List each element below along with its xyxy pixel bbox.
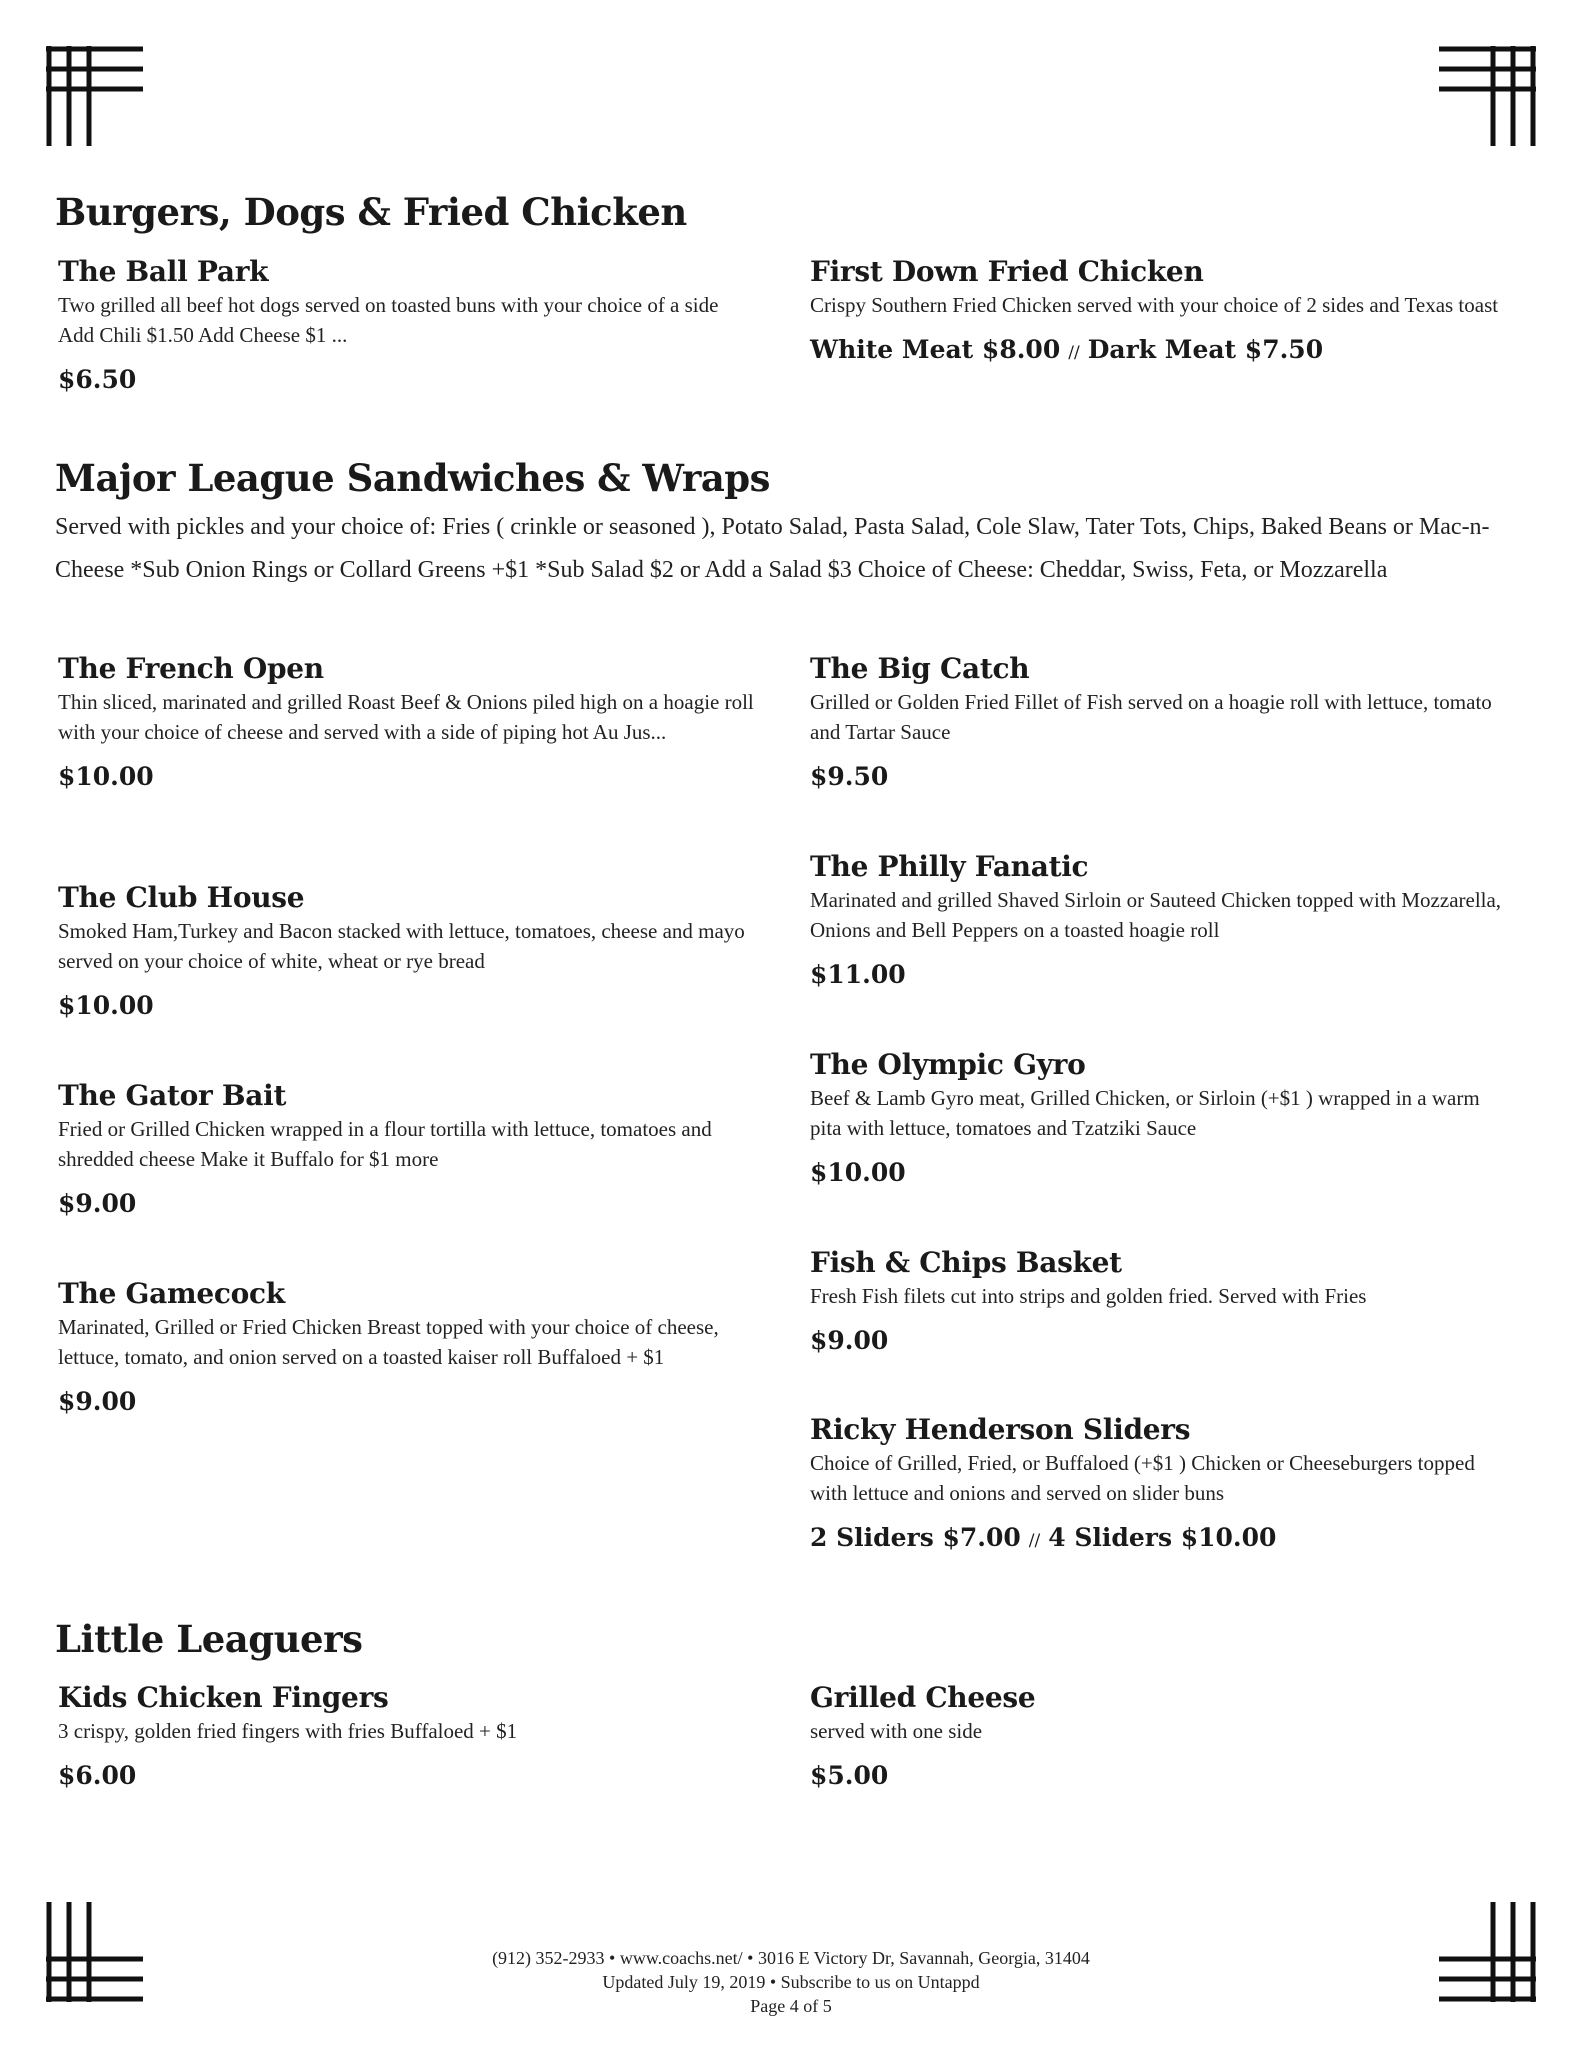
menu-item xyxy=(810,254,1510,369)
item-price xyxy=(810,334,1510,369)
item-price: $10.00 xyxy=(58,762,154,791)
item-name: The Gamecock xyxy=(58,1277,285,1310)
corner-ornament-top-left xyxy=(46,46,146,146)
price-separator: // xyxy=(1068,343,1080,363)
menu-item xyxy=(810,651,1510,793)
price-option: Dark Meat $7.50 xyxy=(1087,335,1324,364)
item-name: First Down Fried Chicken xyxy=(810,255,1204,288)
item-price xyxy=(810,1522,1510,1557)
page-footer xyxy=(0,1946,1582,2018)
item-name: Grilled Cheese xyxy=(810,1681,1036,1714)
item-name: Kids Chicken Fingers xyxy=(58,1681,389,1714)
menu-item xyxy=(58,1276,758,1418)
menu-item xyxy=(58,254,758,396)
item-description: Marinated and grilled Shaved Sirloin or Sauteed Chicken topped with Mozzarella, Onions and Bell Peppers on a toasted hoagie roll xyxy=(810,888,1502,942)
footer-contact: (912) 352-2933 • www.coachs.net/ • 3016 E Victory Dr, Savannah, Georgia, 31404 xyxy=(492,1948,1090,1968)
item-description: Fried or Grilled Chicken wrapped in a flour tortilla with lettuce, tomatoes and shredded cheese Make it Buffalo for $1 more xyxy=(58,1117,712,1171)
item-name: Ricky Henderson Sliders xyxy=(810,1413,1191,1446)
item-name: The Philly Fanatic xyxy=(810,850,1089,883)
item-name: The Olympic Gyro xyxy=(810,1048,1086,1081)
item-description: Crispy Southern Fried Chicken served with your choice of 2 sides and Texas toast xyxy=(810,293,1499,317)
section-title-little-leaguers: Little Leaguers xyxy=(55,1617,363,1661)
item-description: Fresh Fish filets cut into strips and golden fried. Served with Fries xyxy=(810,1284,1367,1308)
item-price: $9.00 xyxy=(810,1326,889,1355)
item-description: served with one side xyxy=(810,1719,983,1743)
item-description: Marinated, Grilled or Fried Chicken Breast topped with your choice of cheese, lettuce, tomato, and onion served on a toasted kaiser roll Buffaloed + $1 xyxy=(58,1315,719,1369)
item-name: The Ball Park xyxy=(58,255,269,288)
menu-item xyxy=(58,651,758,793)
footer-page-number: Page 4 of 5 xyxy=(750,1996,832,2016)
section-title-sandwiches: Major League Sandwiches & Wraps xyxy=(55,456,770,500)
menu-item xyxy=(58,880,758,1022)
item-price: $9.00 xyxy=(58,1189,137,1218)
section-title-burgers: Burgers, Dogs & Fried Chicken xyxy=(55,190,687,234)
section-intro: Served with pickles and your choice of: Fries ( crinkle or seasoned ), Potato Salad, Pasta Salad, Cole Slaw, Tater Tots, Chips, Baked Beans or Mac-n-Cheese *Sub Onion Rings or Collard Greens +$1 *Sub Salad $2 or Add a Salad $3 Choice of Cheese: Cheddar, Swiss, Feta, or Mozzarella xyxy=(55,514,1490,583)
footer-updated: Updated July 19, 2019 • Subscribe to us on Untappd xyxy=(602,1972,980,1992)
item-name: The Club House xyxy=(58,881,305,914)
item-price: $5.00 xyxy=(810,1761,889,1790)
menu-item xyxy=(58,1078,758,1220)
item-price: $10.00 xyxy=(810,1158,906,1187)
price-option: 4 Sliders $10.00 xyxy=(1048,1523,1277,1552)
item-description: 3 crispy, golden fried fingers with fries Buffaloed + $1 xyxy=(58,1719,518,1743)
item-description: Choice of Grilled, Fried, or Buffaloed (+$1 ) Chicken or Cheeseburgers topped with lettuce and onions and served on slider buns xyxy=(810,1451,1475,1505)
menu-item xyxy=(810,1245,1510,1357)
item-price: $9.50 xyxy=(810,762,889,791)
menu-item xyxy=(58,1680,758,1792)
item-description: Two grilled all beef hot dogs served on toasted buns with your choice of a side Add Chili $1.50 Add Cheese $1 ... xyxy=(58,293,719,347)
item-price: $6.00 xyxy=(58,1761,137,1790)
menu-item xyxy=(810,1680,1510,1792)
item-description: Grilled or Golden Fried Fillet of Fish served on a hoagie roll with lettuce, tomato and Tartar Sauce xyxy=(810,690,1492,744)
price-option: White Meat $8.00 xyxy=(810,335,1061,364)
item-description: Beef & Lamb Gyro meat, Grilled Chicken, or Sirloin (+$1 ) wrapped in a warm pita with lettuce, tomatoes and Tzatziki Sauce xyxy=(810,1086,1480,1140)
item-name: The Big Catch xyxy=(810,652,1030,685)
price-separator: // xyxy=(1028,1531,1041,1551)
item-price: $6.50 xyxy=(58,365,137,394)
menu-item xyxy=(810,1047,1510,1189)
price-option: 2 Sliders $7.00 xyxy=(810,1523,1021,1552)
item-name: Fish & Chips Basket xyxy=(810,1246,1122,1279)
item-price: $10.00 xyxy=(58,991,154,1020)
item-description: Smoked Ham,Turkey and Bacon stacked with lettuce, tomatoes, cheese and mayo served on your choice of white, wheat or rye bread xyxy=(58,919,745,973)
item-name: The French Open xyxy=(58,652,324,685)
item-price: $11.00 xyxy=(810,960,906,989)
item-name: The Gator Bait xyxy=(58,1079,287,1112)
menu-item xyxy=(810,1412,1510,1557)
corner-ornament-top-right xyxy=(1436,46,1536,146)
menu-item xyxy=(810,849,1510,991)
item-price: $9.00 xyxy=(58,1387,137,1416)
item-description: Thin sliced, marinated and grilled Roast Beef & Onions piled high on a hoagie roll with your choice of cheese and served with a side of piping hot Au Jus... xyxy=(58,690,754,744)
